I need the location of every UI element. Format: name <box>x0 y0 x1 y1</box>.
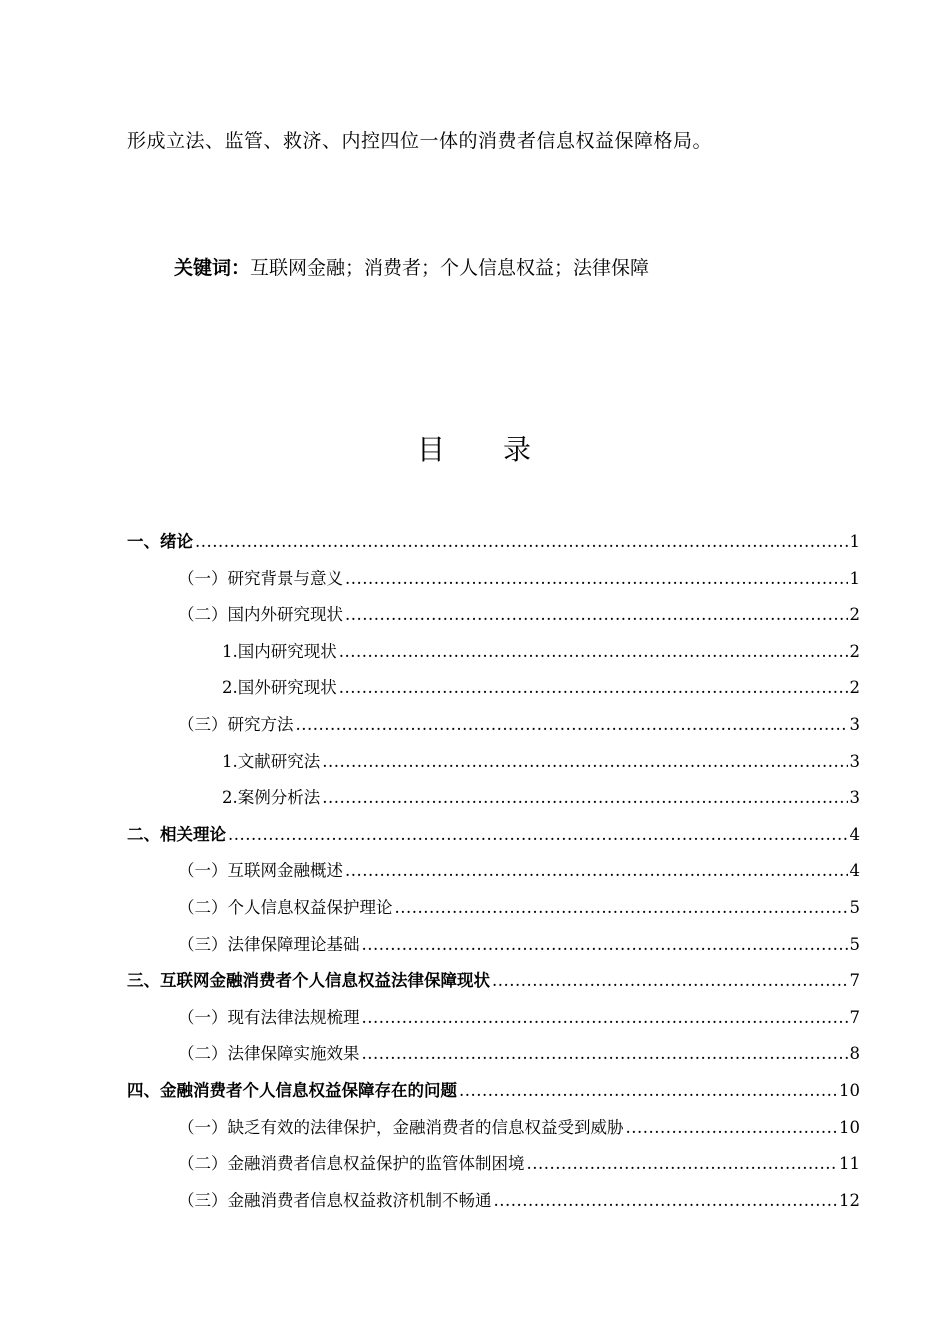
intro-paragraph-line: 形成立法、监管、救济、内控四位一体的消费者信息权益保障格局。 <box>127 130 713 152</box>
toc-page-number: 11 <box>839 1154 860 1173</box>
toc-entry-title: 三、互联网金融消费者个人信息权益法律保障现状 <box>127 971 490 990</box>
toc-dot-leader <box>296 713 848 737</box>
toc-dot-leader <box>527 1152 838 1176</box>
toc-dot-leader <box>195 530 848 554</box>
toc-dot-leader <box>339 676 848 700</box>
toc-entry[interactable] <box>127 969 860 993</box>
toc-dot-leader <box>494 1189 838 1213</box>
toc-entry-title: （一）缺乏有效的法律保护，金融消费者的信息权益受到威胁 <box>178 1118 624 1137</box>
keywords-line <box>174 253 649 280</box>
toc-entry[interactable] <box>127 530 860 554</box>
toc-page-number: 8 <box>849 1044 860 1063</box>
toc-entry-title: 2.国外研究现状 <box>222 678 337 697</box>
toc-entry-title: （三）研究方法 <box>178 715 294 734</box>
toc-page-number: 4 <box>849 825 860 844</box>
toc-dot-leader <box>626 1116 838 1140</box>
toc-entry[interactable] <box>127 1079 860 1103</box>
toc-title-char-1: 目 <box>416 433 447 466</box>
toc-entry-title: （二）金融消费者信息权益保护的监管体制困境 <box>178 1154 525 1173</box>
toc-dot-leader <box>395 896 848 920</box>
toc-dot-leader <box>345 603 848 627</box>
toc-dot-leader <box>345 859 848 883</box>
toc-entry-title: 1.文献研究法 <box>222 752 321 771</box>
toc-entry[interactable] <box>178 567 860 591</box>
toc-page-number: 3 <box>849 788 860 807</box>
toc-dot-leader <box>345 567 848 591</box>
toc-page-number: 7 <box>849 1008 860 1027</box>
toc-entry-title: （一）互联网金融概述 <box>178 861 343 880</box>
toc-entry-title: 1.国内研究现状 <box>222 642 337 661</box>
toc-entry[interactable] <box>178 859 860 883</box>
toc-page-number: 1 <box>849 532 860 551</box>
toc-entry-title: 2.案例分析法 <box>222 788 321 807</box>
toc-page-number: 2 <box>849 678 860 697</box>
toc-entry[interactable] <box>222 676 860 700</box>
toc-entry-title: （二）个人信息权益保护理论 <box>178 898 393 917</box>
toc-page-number: 5 <box>849 898 860 917</box>
toc-entry[interactable] <box>222 640 860 664</box>
toc-entry[interactable] <box>178 713 860 737</box>
toc-entry[interactable] <box>178 933 860 957</box>
toc-page-number: 3 <box>849 752 860 771</box>
toc-title-char-2: 录 <box>503 433 534 466</box>
toc-entry[interactable] <box>178 896 860 920</box>
keywords-value: 互联网金融；消费者；个人信息权益；法律保障 <box>250 257 650 279</box>
toc-page-number: 12 <box>839 1191 860 1210</box>
toc-dot-leader <box>322 750 847 774</box>
toc-entry[interactable] <box>178 1042 860 1066</box>
toc-entry[interactable] <box>178 1152 860 1176</box>
keywords-label: 关键词： <box>174 257 251 279</box>
toc-dot-leader <box>339 640 848 664</box>
toc-entry-title: （三）金融消费者信息权益救济机制不畅通 <box>178 1191 492 1210</box>
toc-entry[interactable] <box>178 1189 860 1213</box>
toc-entry[interactable] <box>222 750 860 774</box>
toc-entry-title: （二）国内外研究现状 <box>178 605 343 624</box>
toc-dot-leader <box>362 1042 848 1066</box>
toc-page-number: 7 <box>849 971 860 990</box>
toc-dot-leader <box>459 1079 837 1103</box>
toc-page-number: 10 <box>839 1118 860 1137</box>
toc-entry[interactable] <box>178 1116 860 1140</box>
toc-entry-title: （一）现有法律法规梳理 <box>178 1008 360 1027</box>
toc-entry[interactable] <box>178 603 860 627</box>
toc-entry-title: 二、相关理论 <box>127 825 226 844</box>
toc-dot-leader <box>362 1006 848 1030</box>
toc-page-number: 3 <box>849 715 860 734</box>
toc-entry-title: 四、金融消费者个人信息权益保障存在的问题 <box>127 1081 457 1100</box>
toc-page-number: 2 <box>849 605 860 624</box>
toc-entry[interactable] <box>127 823 860 847</box>
toc-page-number: 4 <box>849 861 860 880</box>
toc-entry[interactable] <box>178 1006 860 1030</box>
toc-dot-leader <box>322 786 847 810</box>
toc-entry[interactable] <box>222 786 860 810</box>
toc-page-number: 10 <box>839 1081 860 1100</box>
toc-entry-title: （二）法律保障实施效果 <box>178 1044 360 1063</box>
toc-dot-leader <box>228 823 848 847</box>
toc-entry-title: （一）研究背景与意义 <box>178 569 343 588</box>
toc-page-number: 2 <box>849 642 860 661</box>
toc-dot-leader <box>492 969 848 993</box>
toc-entry-title: 一、绪论 <box>127 532 193 551</box>
toc-entry-title: （三）法律保障理论基础 <box>178 935 360 954</box>
toc-page-number: 1 <box>849 569 860 588</box>
toc-title <box>0 428 950 468</box>
toc-page-number: 5 <box>849 935 860 954</box>
toc-dot-leader <box>362 933 848 957</box>
